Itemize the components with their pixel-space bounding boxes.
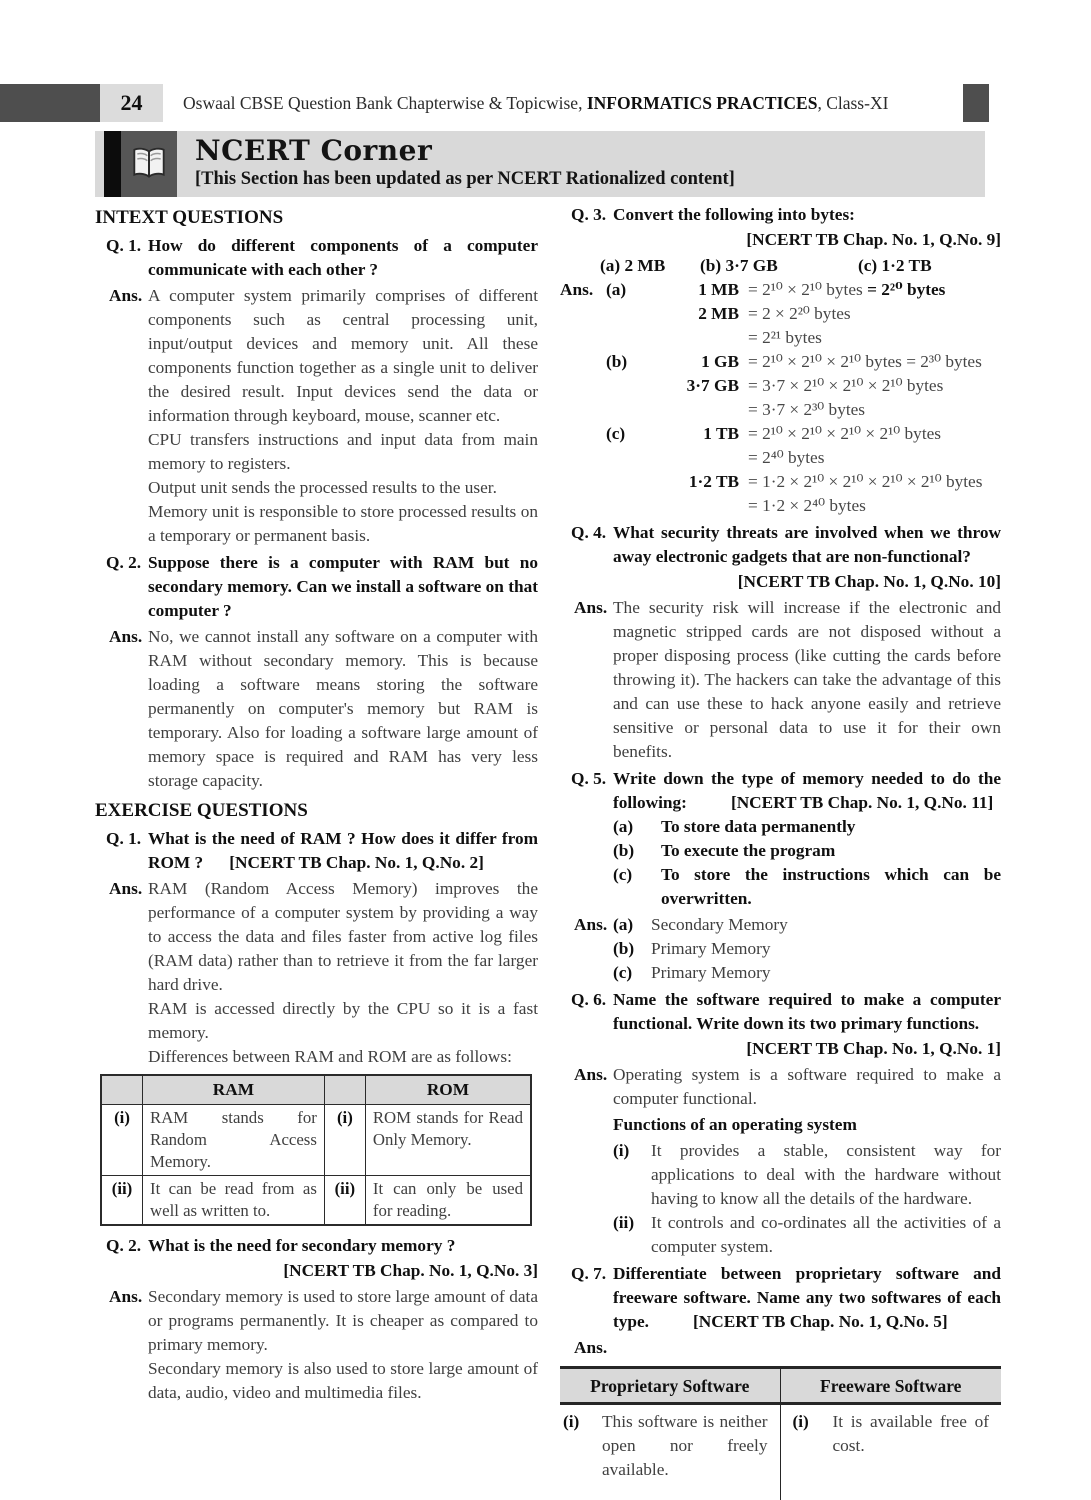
table-cell: (ii) (101, 1176, 143, 1226)
exercise-q1-answer (95, 877, 538, 1069)
equation-quantity: 2 MB (698, 304, 739, 323)
answer-paragraph: CPU transfers instructions and input data from main memory to registers. (148, 430, 538, 473)
answer-label: Ans. (574, 915, 608, 934)
answer-subitem (613, 1211, 1001, 1259)
table-cell: (i) (324, 1105, 365, 1176)
subitem-label: (i) (613, 1141, 630, 1160)
answer-paragraph: Secondary memory is also used to store large amount of data, audio, video and multimedia files. (148, 1359, 538, 1402)
exercise-q4 (560, 521, 1001, 569)
answer-subitem (613, 937, 1001, 961)
option-b: (b) 3·7 GB (700, 256, 778, 275)
exercise-questions-heading: EXERCISE QUESTIONS (95, 800, 308, 821)
table-header-cell (324, 1075, 365, 1105)
page-number: 24 (100, 84, 163, 122)
equation-expression: = 1·2 × 2⁴⁰ bytes (748, 496, 866, 515)
equation-part (606, 302, 646, 326)
table-row (101, 1105, 531, 1176)
subitem-label: (b) (613, 841, 635, 860)
intext-questions-heading: INTEXT QUESTIONS (95, 207, 284, 228)
equation-quantity (646, 398, 748, 422)
ncert-citation: [NCERT TB Chap. No. 1, Q.No. 1] (746, 1039, 1001, 1058)
subitem-text: To execute the program (661, 841, 836, 860)
subitem (613, 815, 1001, 839)
exercise-q5-answer (560, 913, 1001, 985)
header-title-subject: INFORMATICS PRACTICES (586, 92, 818, 113)
question-label: Q. 4. (571, 523, 607, 542)
answer-label: Ans. (574, 1338, 608, 1357)
equation-expression: = 2²¹ bytes (748, 328, 822, 347)
equation-expression: = 3·7 × 2³⁰ bytes (748, 400, 866, 419)
equation-expression: = 2 × 2²⁰ bytes (748, 304, 851, 323)
question-label: Q. 1. (106, 236, 142, 255)
header-title-prefix: Oswaal CBSE Question Bank Chapterwise & Topicwise, (183, 92, 587, 113)
header-right-band (963, 84, 989, 122)
question-label: Q. 7. (571, 1264, 607, 1283)
answer-paragraph: Operating system is a software required to make a computer functional. (613, 1065, 1001, 1108)
software-comparison-table (560, 1366, 1001, 1500)
question-text: Convert the following into bytes: (613, 205, 855, 224)
question-label: Q. 6. (571, 990, 607, 1009)
subitem-label: (ii) (613, 1213, 635, 1232)
exercise-q6 (560, 988, 1001, 1036)
equation-row (560, 350, 1001, 374)
question-text: Write down the type of memory needed to do the following: (613, 769, 1001, 812)
question-label: Q. 3. (571, 205, 607, 224)
question-subitems (613, 815, 1001, 911)
equation-expression (748, 278, 1001, 302)
table-cell-text: It is available free of cost. (832, 1412, 989, 1455)
table-cell (560, 1405, 781, 1500)
table-header-cell: RAM (143, 1075, 325, 1105)
equation-quantity: 1 TB (703, 424, 739, 443)
intext-q2-answer (95, 625, 538, 793)
question-text: What is the need of RAM ? How does it differ from ROM ? (148, 829, 538, 872)
answer-paragraph: RAM (Random Access Memory) improves the performance of a computer system by providing a way to access the data and files faster from active log files (RAM data) rather than to retrieve it from the far larger hard drive. (148, 879, 538, 994)
equation-quantity: 1·2 TB (688, 472, 739, 491)
table-header-cell (101, 1075, 143, 1105)
exercise-q5 (560, 767, 1001, 815)
answer-subheading: Functions of an operating system (613, 1115, 857, 1134)
ncert-citation: [NCERT TB Chap. No. 1, Q.No. 9] (746, 230, 1001, 249)
equation-row (560, 398, 1001, 422)
subitem-label: (i) (563, 1412, 580, 1431)
ncert-citation: [NCERT TB Chap. No. 1, Q.No. 5] (693, 1312, 948, 1331)
equation-expression: = 3·7 × 2¹⁰ × 2¹⁰ × 2¹⁰ bytes (748, 376, 944, 395)
answer-label: Ans. (574, 598, 608, 617)
question-label: Q. 2. (106, 553, 142, 572)
equation-part (606, 374, 646, 398)
ncert-citation: [NCERT TB Chap. No. 1, Q.No. 2] (229, 853, 484, 872)
header-left-band (0, 84, 100, 122)
right-column (560, 203, 1001, 1500)
question-text: What is the need for secondary memory ? (148, 1236, 456, 1255)
table-cell-text: This software is neither open nor freely available. (602, 1412, 768, 1479)
ncert-citation: [NCERT TB Chap. No. 1, Q.No. 11] (730, 793, 994, 812)
banner-black-strip (104, 131, 121, 197)
table-header-row (560, 1369, 1001, 1405)
book-icon-box (121, 131, 177, 197)
equation-expression-bold: = 2²⁰ bytes (867, 280, 946, 299)
table-header-cell: ROM (365, 1075, 531, 1105)
equation-row (560, 278, 1001, 302)
answer-label: Ans. (560, 280, 594, 299)
table-cell: RAM stands for Random Access Memory. (143, 1105, 325, 1176)
equation-expression: = 2¹⁰ × 2¹⁰ × 2¹⁰ × 2¹⁰ bytes (748, 424, 942, 443)
table-cell: (i) (101, 1105, 143, 1176)
subitem-text: To store the instructions which can be overwritten. (661, 865, 1001, 908)
table-header-cell: Proprietary Software (560, 1369, 781, 1402)
equation-expression: = 2¹⁰ × 2¹⁰ × 2¹⁰ bytes = 2³⁰ bytes (748, 352, 982, 371)
header-title (183, 84, 888, 122)
exercise-q2-answer (95, 1285, 538, 1405)
table-cell: (ii) (324, 1176, 365, 1226)
question-text: Name the software required to make a computer functional. Write down its two primary functions. (613, 990, 1001, 1033)
subitem-text: Secondary Memory (651, 915, 788, 934)
answer-paragraph: No, we cannot install any software on a computer with RAM without secondary memory. This is because loading a software means storing the software permanently on computer's memory but RAM is temporary. Also for loading a software large amount of memory space is required and RAM has very less storage capacity. (148, 627, 538, 790)
exercise-q4-answer (560, 596, 1001, 764)
banner-subtitle: [This Section has been updated as per NCERT Rationalized content] (195, 169, 735, 189)
equation-quantity (646, 494, 748, 518)
ncert-corner-banner (95, 131, 985, 197)
answer-label: Ans. (109, 627, 143, 646)
exercise-q3 (560, 203, 1001, 227)
table-cell: ROM stands for Read Only Memory. (365, 1105, 531, 1176)
answer-paragraph: A computer system primarily comprises of different components such as central processing unit, input/output devices and memory unit. All these components function together as a single unit to deliver the desired result. Input devices send the data or information through keyboard, mouse, scanner etc. (148, 286, 538, 425)
equation-row (560, 326, 1001, 350)
table-cell: It can be read from as well as written to. (143, 1176, 325, 1226)
equation-row (560, 422, 1001, 446)
answer-paragraph: Output unit sends the processed results to the user. (148, 478, 497, 497)
answer-paragraph: The security risk will increase if the electronic and magnetic stripped cards are not disposed without a proper disposing process (like cutting the cards before throwing it). The hackers can take the advantage of this and can use these to hack anyone easily and retrieve sensitive or personal data to use it for their own benefits. (613, 598, 1001, 761)
question-text: How do different components of a computer communicate with each other ? (148, 236, 538, 279)
equation-row (560, 302, 1001, 326)
equation-part: (a) (606, 280, 627, 299)
exercise-q2 (95, 1234, 538, 1258)
question-label: Q. 2. (106, 1236, 142, 1255)
equation-quantity (646, 446, 748, 470)
banner-title: NCERT Corner (195, 134, 433, 167)
table-header-cell: Freeware Software (820, 1375, 962, 1396)
left-column (95, 204, 538, 1405)
intext-q1-answer (95, 284, 538, 548)
question-text: Differentiate between proprietary software and freeware software. Name any two softwares of each type. (613, 1264, 1001, 1331)
equation-part (606, 398, 646, 422)
answer-paragraph: Differences between RAM and ROM are as follows: (148, 1047, 512, 1066)
table-header-row (101, 1075, 531, 1105)
answer-label: Ans. (109, 286, 143, 305)
subitem-label: (c) (613, 865, 633, 884)
table-row (101, 1176, 531, 1226)
option-c: (c) 1·2 TB (858, 256, 932, 275)
equation-expression-text: = 2¹⁰ × 2¹⁰ bytes (748, 280, 868, 299)
answer-paragraph: RAM is accessed directly by the CPU so it is a fast memory. (148, 999, 538, 1042)
table-cell (781, 1405, 1002, 1500)
exercise-q7-answer (560, 1336, 1001, 1360)
subitem-label: (a) (613, 817, 634, 836)
exercise-q1 (95, 827, 538, 875)
page-header (0, 84, 1091, 122)
option-a: (a) 2 MB (600, 256, 666, 275)
subitem-label: (b) (613, 939, 635, 958)
question-text: Suppose there is a computer with RAM but no secondary memory. Can we install a software on that computer ? (148, 553, 538, 620)
intext-q2 (95, 551, 538, 623)
equation-part (606, 326, 646, 350)
subitem-text: It controls and co-ordinates all the activities of a computer system. (651, 1213, 1001, 1256)
equation-row (560, 470, 1001, 494)
equation-part (606, 446, 646, 470)
ncert-citation: [NCERT TB Chap. No. 1, Q.No. 10] (737, 572, 1001, 591)
table-row (560, 1405, 1001, 1500)
question-text: What security threats are involved when we throw away electronic gadgets that are non-functional? (613, 523, 1001, 566)
ram-rom-table (100, 1074, 532, 1226)
ncert-citation: [NCERT TB Chap. No. 1, Q.No. 3] (283, 1261, 538, 1280)
answer-subitem (613, 961, 1001, 985)
question-options (560, 254, 1001, 278)
subitem-label: (c) (613, 963, 633, 982)
answer-label: Ans. (109, 879, 143, 898)
equation-row (560, 494, 1001, 518)
equation-expression: = 2⁴⁰ bytes (748, 448, 825, 467)
subitem-text: Primary Memory (651, 939, 771, 958)
subitem-label: (a) (613, 915, 634, 934)
equation-quantity: 1 MB (698, 280, 739, 299)
equation-part: (b) (606, 352, 628, 371)
subitem-label: (i) (792, 1412, 809, 1431)
equation-part (606, 470, 646, 494)
intext-q1 (95, 234, 538, 282)
answer-subitem (613, 1139, 1001, 1211)
question-label: Q. 5. (571, 769, 607, 788)
answer-paragraph: Memory unit is responsible to store processed results on a temporary or permanent basis. (148, 502, 538, 545)
open-book-icon (129, 144, 169, 184)
equation-quantity: 3·7 GB (686, 376, 739, 395)
subitem-text: Primary Memory (651, 963, 771, 982)
subitem-text: To store data permanently (661, 817, 856, 836)
subitem (613, 839, 1001, 863)
subitem-text: It provides a stable, consistent way for applications to deal with the hardware without having to know all the details of the hardware. (651, 1141, 1001, 1208)
equation-expression: = 1·2 × 2¹⁰ × 2¹⁰ × 2¹⁰ × 2¹⁰ bytes (748, 472, 983, 491)
answer-label: Ans. (574, 1065, 608, 1084)
banner-text (195, 134, 735, 190)
equation-quantity (646, 326, 748, 350)
equation-quantity: 1 GB (701, 352, 739, 371)
exercise-q6-answer (560, 1063, 1001, 1259)
table-cell: It can only be used for reading. (365, 1176, 531, 1226)
equation-row (560, 374, 1001, 398)
equation-row (560, 446, 1001, 470)
question-label: Q. 1. (106, 829, 142, 848)
equation-part (606, 494, 646, 518)
answer-subitem (613, 913, 1001, 937)
equation-part: (c) (606, 424, 626, 443)
answer-label: Ans. (109, 1287, 143, 1306)
header-title-suffix: , Class-XI (817, 92, 889, 113)
answer-paragraph: Secondary memory is used to store large amount of data or programs permanently. It is cheaper as compared to primary memory. (148, 1287, 538, 1354)
subitem (613, 863, 1001, 911)
exercise-q7 (560, 1262, 1001, 1334)
